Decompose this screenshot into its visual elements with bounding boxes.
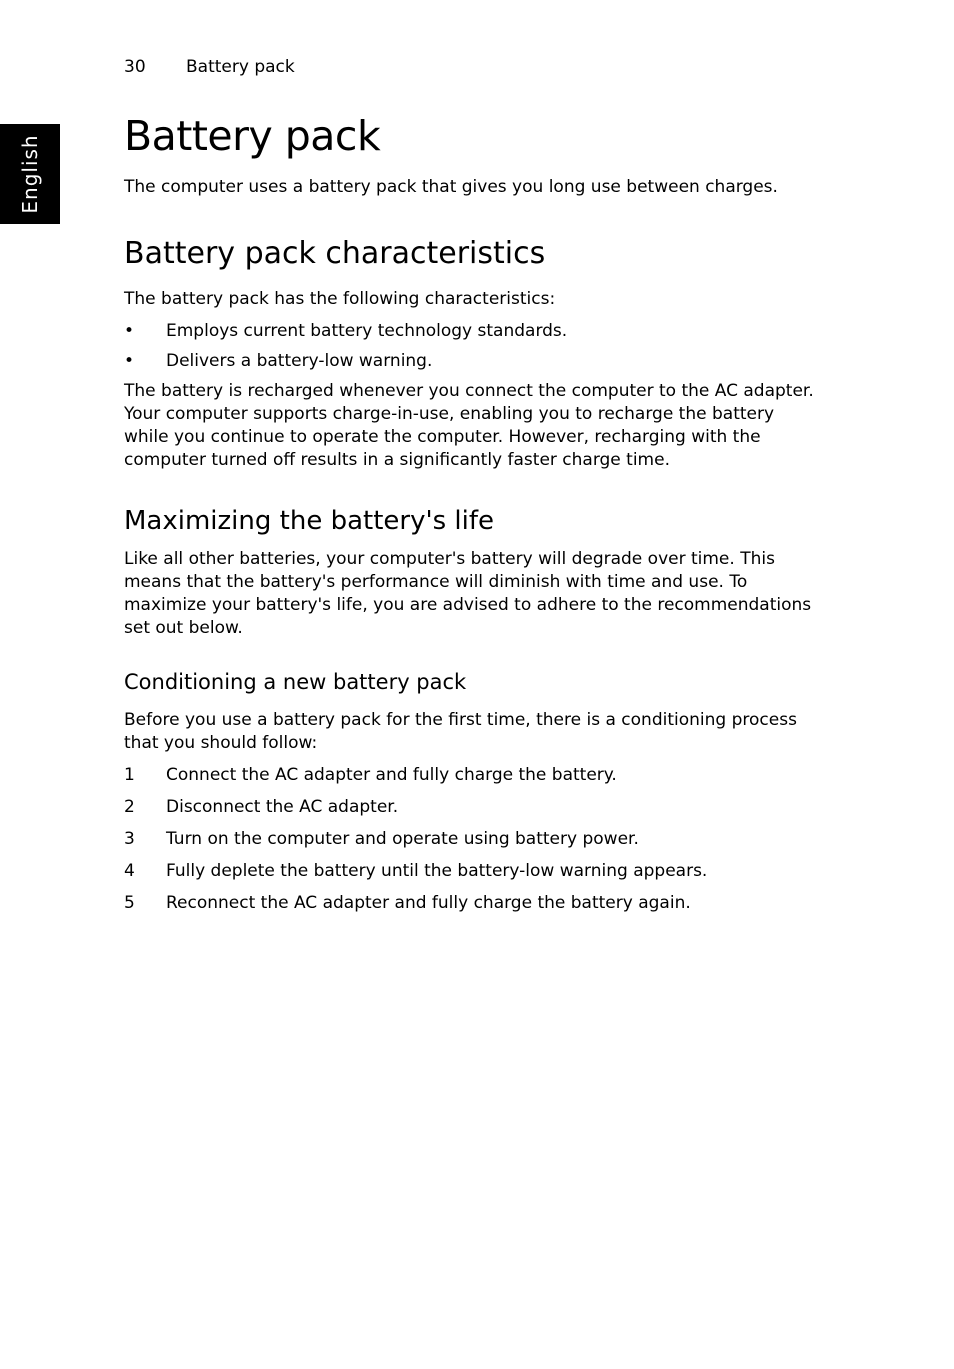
language-side-tab-label: English [18,134,42,214]
step-number: 4 [124,861,135,881]
page-content [124,110,814,924]
conditioning-steps [124,764,814,915]
maximizing-heading: Maximizing the battery's life [124,506,495,536]
step-number: 1 [124,765,135,785]
characteristics-lead: The battery pack has the following characteristics: [124,289,556,309]
step-text: Connect the AC adapter and fully charge the battery. [166,765,617,785]
characteristics-list [124,320,814,373]
step-number: 2 [124,797,135,817]
list-item [124,796,814,819]
list-item [124,350,814,373]
step-text: Disconnect the AC adapter. [166,797,399,817]
step-number: 3 [124,829,135,849]
list-item [124,892,814,915]
list-item [124,764,814,787]
list-item-text: Employs current battery technology standards. [166,321,568,341]
step-text: Fully deplete the battery until the battery-low warning appears. [166,861,708,881]
bullet-marker: • [124,351,135,371]
step-number: 5 [124,893,135,913]
running-header-section: Battery pack [186,57,295,77]
intro-paragraph: The computer uses a battery pack that gives you long use between charges. [124,177,778,197]
page-title: Battery pack [124,112,381,160]
recharge-paragraph: The battery is recharged whenever you connect the computer to the AC adapter. Your computer supports charge-in-use, enabling you to recharge the battery while you continue to operate the computer. However, recharging with the computer turned off results in a significantly faster charge time. [124,381,814,470]
conditioning-paragraph: Before you use a battery pack for the first time, there is a conditioning process that you should follow: [124,710,797,753]
page-number: 30 [124,57,146,77]
conditioning-heading: Conditioning a new battery pack [124,670,467,694]
running-header [124,56,295,78]
list-item [124,860,814,883]
list-item-text: Delivers a battery-low warning. [166,351,433,371]
bullet-marker: • [124,321,135,341]
step-text: Turn on the computer and operate using battery power. [166,829,639,849]
list-item [124,828,814,851]
characteristics-heading: Battery pack characteristics [124,236,546,271]
list-item [124,320,814,343]
step-text: Reconnect the AC adapter and fully charge the battery again. [166,893,691,913]
maximizing-paragraph: Like all other batteries, your computer's battery will degrade over time. This means that the battery's performance will diminish with time and use. To maximize your battery's life, you are advised to adhere to the recommendations set out below. [124,549,812,638]
